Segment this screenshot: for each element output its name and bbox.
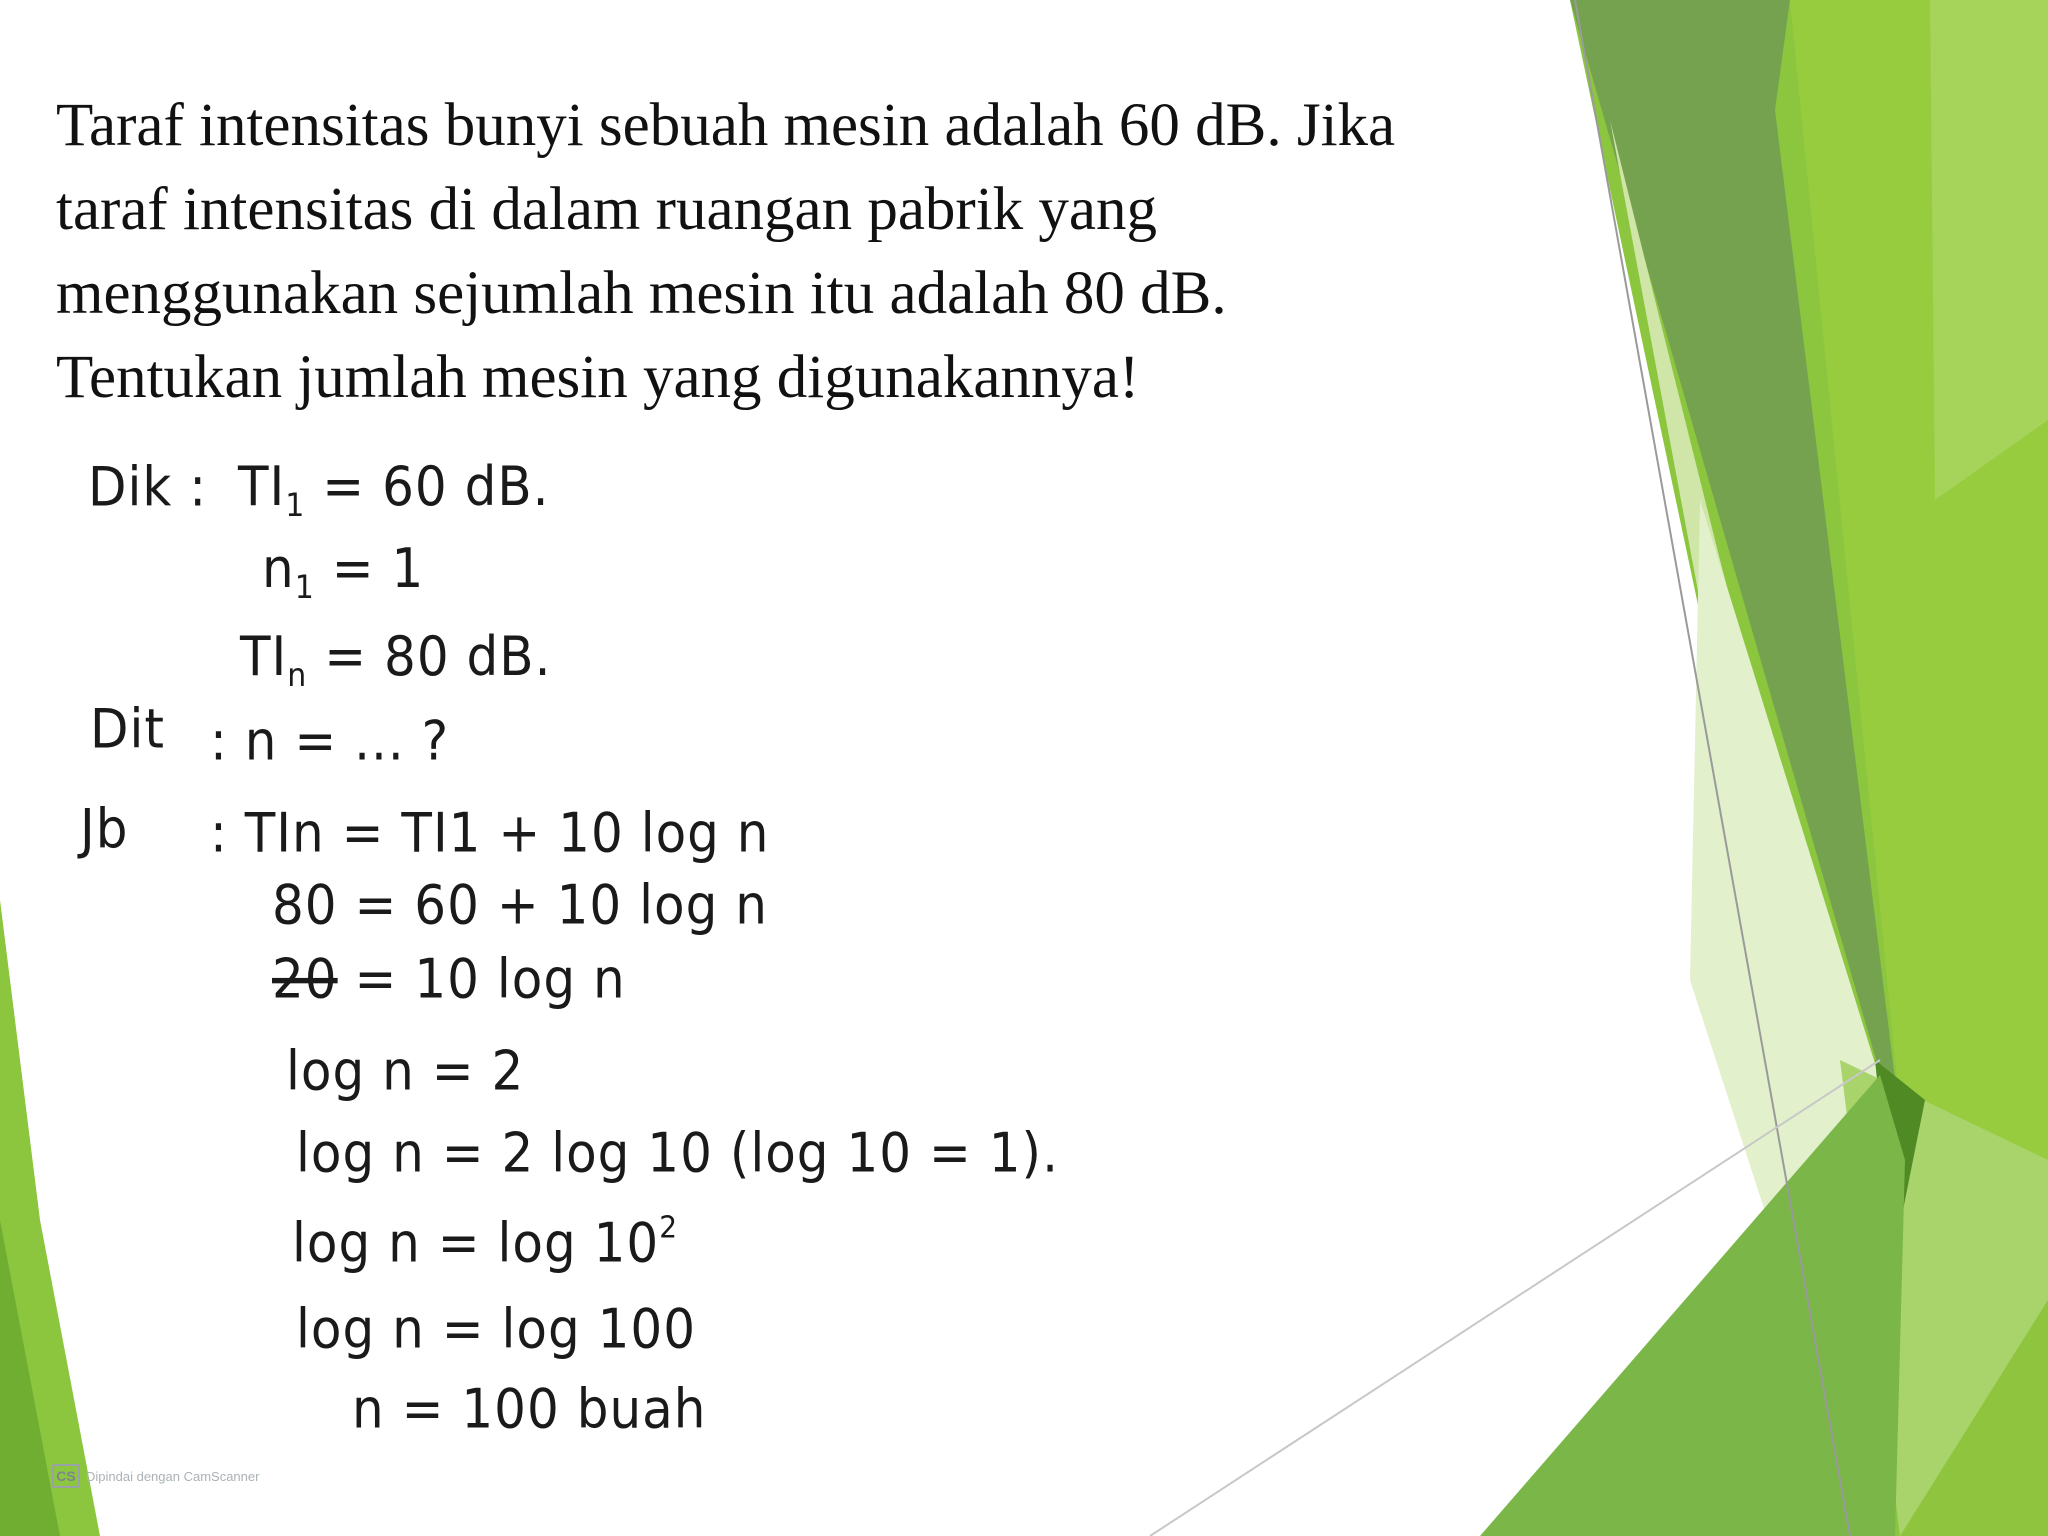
step-8: n = 100 buah [352, 1377, 707, 1441]
camscanner-text: Dipindai dengan CamScanner [86, 1468, 260, 1484]
n1-var: n [262, 537, 295, 601]
camscanner-watermark [52, 1462, 259, 1490]
step-6-exp: 2 [659, 1209, 679, 1246]
step-3 [272, 948, 626, 1011]
step-3-right: = 10 log n [354, 947, 626, 1011]
ti1-sub: 1 [285, 486, 306, 525]
step-6 [292, 1210, 678, 1275]
step-1: : TIn = TI1 + 10 log n [210, 801, 770, 865]
dit-expression: : n = ... ? [210, 709, 450, 773]
step-6-base: log n = log 10 [292, 1211, 660, 1275]
ti1-value: = 60 dB. [322, 455, 550, 519]
ti1-given [238, 455, 550, 524]
dik-label: Dik : [88, 455, 208, 519]
step-7: log n = log 100 [296, 1297, 697, 1361]
question-line-4: Tentukan jumlah mesin yang digunakannya! [56, 344, 1140, 411]
tin-given [240, 625, 551, 694]
step-4: log n = 2 [286, 1039, 525, 1103]
n1-value: = 1 [331, 537, 425, 601]
step-5: log n = 2 log 10 (log 10 = 1). [296, 1121, 1059, 1185]
question-line-2: taraf intensitas di dalam ruangan pabrik yang [56, 176, 1158, 243]
dit-label: Dit [90, 697, 165, 761]
step-3-left: 20 [272, 947, 338, 1011]
step-2: 80 = 60 + 10 log n [272, 873, 768, 937]
n1-sub: 1 [294, 568, 315, 607]
question-line-3: menggunakan sejumlah mesin itu adalah 80 dB. [56, 260, 1227, 327]
camscanner-logo: CS [52, 1464, 80, 1488]
ti1-var: TI [238, 455, 286, 519]
n1-given [262, 537, 424, 606]
tin-sub: n [287, 656, 308, 695]
jb-label: Jb [80, 797, 129, 861]
tin-var: TI [240, 625, 288, 689]
tin-value: = 80 dB. [324, 625, 552, 689]
question-line-1: Taraf intensitas bunyi sebuah mesin adalah 60 dB. Jika [56, 92, 1396, 159]
